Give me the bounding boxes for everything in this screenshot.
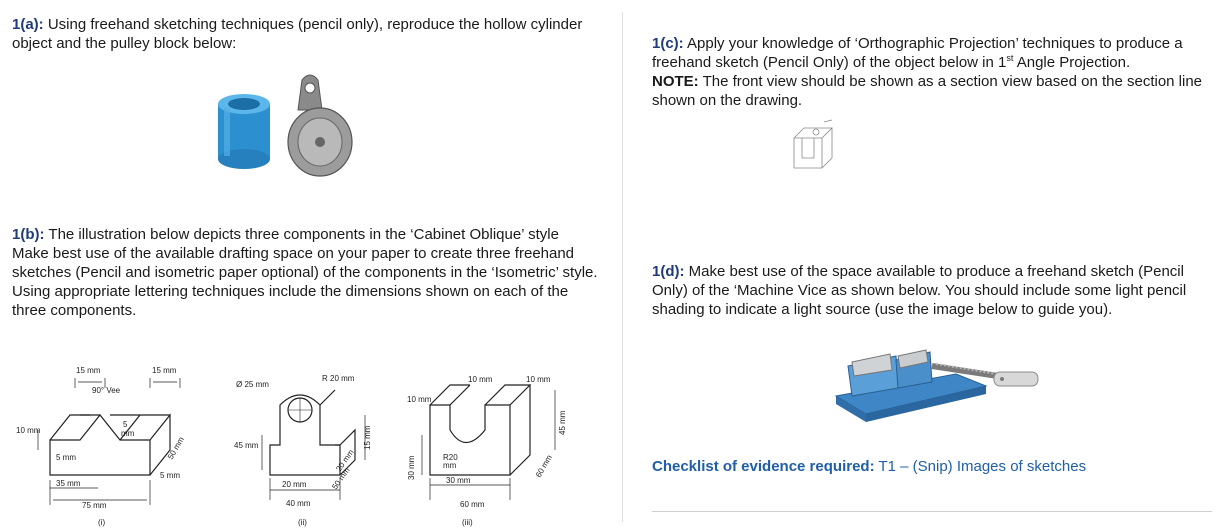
dim-c2-3: 15 mm xyxy=(363,425,372,450)
dim-c3-4: R20 xyxy=(443,453,458,462)
dim-c1-6: 5 mm xyxy=(56,453,76,462)
dim-c2-5: 50 mm xyxy=(330,465,352,492)
checklist xyxy=(652,457,1218,476)
caption-iii: (iii) xyxy=(462,518,473,527)
dim-c3-7: 30 mm xyxy=(446,476,471,485)
caption-ii: (ii) xyxy=(298,518,307,527)
dim-c2-6: 20 mm xyxy=(282,480,307,489)
dim-c1-10: 75 mm xyxy=(82,501,107,510)
dim-c2-0: Ø 25 mm xyxy=(236,380,269,389)
question-1a-text: Using freehand sketching techniques (pencil only), reproduce the hollow cylinder object and the pulley block below: xyxy=(12,16,583,52)
checklist-label: Checklist of evidence required: xyxy=(652,458,875,475)
dim-c2-7: 40 mm xyxy=(286,499,311,508)
dim-c3-6: 30 mm xyxy=(407,455,416,480)
note-text: The front view should be shown as a section view based on the section line shown on the drawing. xyxy=(652,73,1203,109)
question-1d xyxy=(652,262,1218,319)
dim-c1-5: 10 mm xyxy=(16,426,41,435)
question-1b-line2: Make best use of the available drafting space on your paper to create three freehand sketches (Pencil and isometric paper optional) of the components in the ‘Isometric’ style. Using appropriate lettering techniques include the dimensions shown on each of the three components. xyxy=(12,245,598,319)
dim-c1-8: 5 mm xyxy=(160,471,180,480)
cylinder-pulley-image xyxy=(210,70,360,180)
dim-c1-1: 15 mm xyxy=(152,366,177,375)
column-divider xyxy=(622,12,623,522)
dim-c3-2: 10 mm xyxy=(407,395,432,404)
dim-c3-1: 10 mm xyxy=(526,375,551,384)
dim-c3-3: 45 mm xyxy=(558,410,567,435)
question-1d-label: 1(d): xyxy=(652,263,685,280)
note-label: NOTE: xyxy=(652,73,699,90)
dim-c1-0: 15 mm xyxy=(76,366,101,375)
dim-c1-3: 5 xyxy=(123,420,128,429)
caption-i: (i) xyxy=(98,518,106,527)
oblique-components-drawing xyxy=(10,360,590,528)
checklist-text: T1 – (Snip) Images of sketches xyxy=(874,458,1087,475)
dim-c1-9: 35 mm xyxy=(56,479,81,488)
component-i xyxy=(50,415,170,475)
dim-c2-4: 20 mm xyxy=(334,447,356,474)
dim-c3-5: mm xyxy=(443,461,457,470)
question-1a xyxy=(12,15,602,53)
question-1b-label: 1(b): xyxy=(12,226,45,243)
machine-vice-icon xyxy=(836,350,1038,422)
question-1c-text: Apply your knowledge of ‘Orthographic Projection’ techniques to produce a freehand sketch (Pencil Only) of the object below in 1 xyxy=(652,35,1183,71)
question-1b-line1: The illustration below depicts three components in the ‘Cabinet Oblique’ style xyxy=(48,226,559,243)
question-1d-text: Make best use of the space available to produce a freehand sketch (Pencil Only) of the ‘Machine Vice as shown below. You should include some light pencil shading to indicate a light source (use the image below to guide you). xyxy=(652,263,1187,318)
bottom-rule xyxy=(652,511,1212,512)
orthographic-object-image xyxy=(788,118,836,172)
dim-c1-4: mm xyxy=(121,429,135,438)
question-1c xyxy=(652,34,1218,110)
dim-c2-2: 45 mm xyxy=(234,441,259,450)
dim-c3-9: 60 mm xyxy=(460,500,485,509)
question-1a-label: 1(a): xyxy=(12,16,44,33)
question-1c-label: 1(c): xyxy=(652,35,684,52)
pulley-block-icon xyxy=(288,75,352,176)
question-1c-text-end: Angle Projection. xyxy=(1013,54,1131,71)
question-1c-sup: st xyxy=(1006,53,1014,63)
dim-c3-8: 60 mm xyxy=(533,453,554,479)
dim-c2-1: R 20 mm xyxy=(322,374,355,383)
question-1b xyxy=(12,225,602,320)
hollow-cylinder-icon xyxy=(218,94,270,169)
dim-c3-0: 10 mm xyxy=(468,375,493,384)
machine-vice-image xyxy=(826,336,1046,428)
dim-c1-2: 90° Vee xyxy=(92,386,121,395)
dim-c1-7: 50 mm xyxy=(165,435,186,461)
